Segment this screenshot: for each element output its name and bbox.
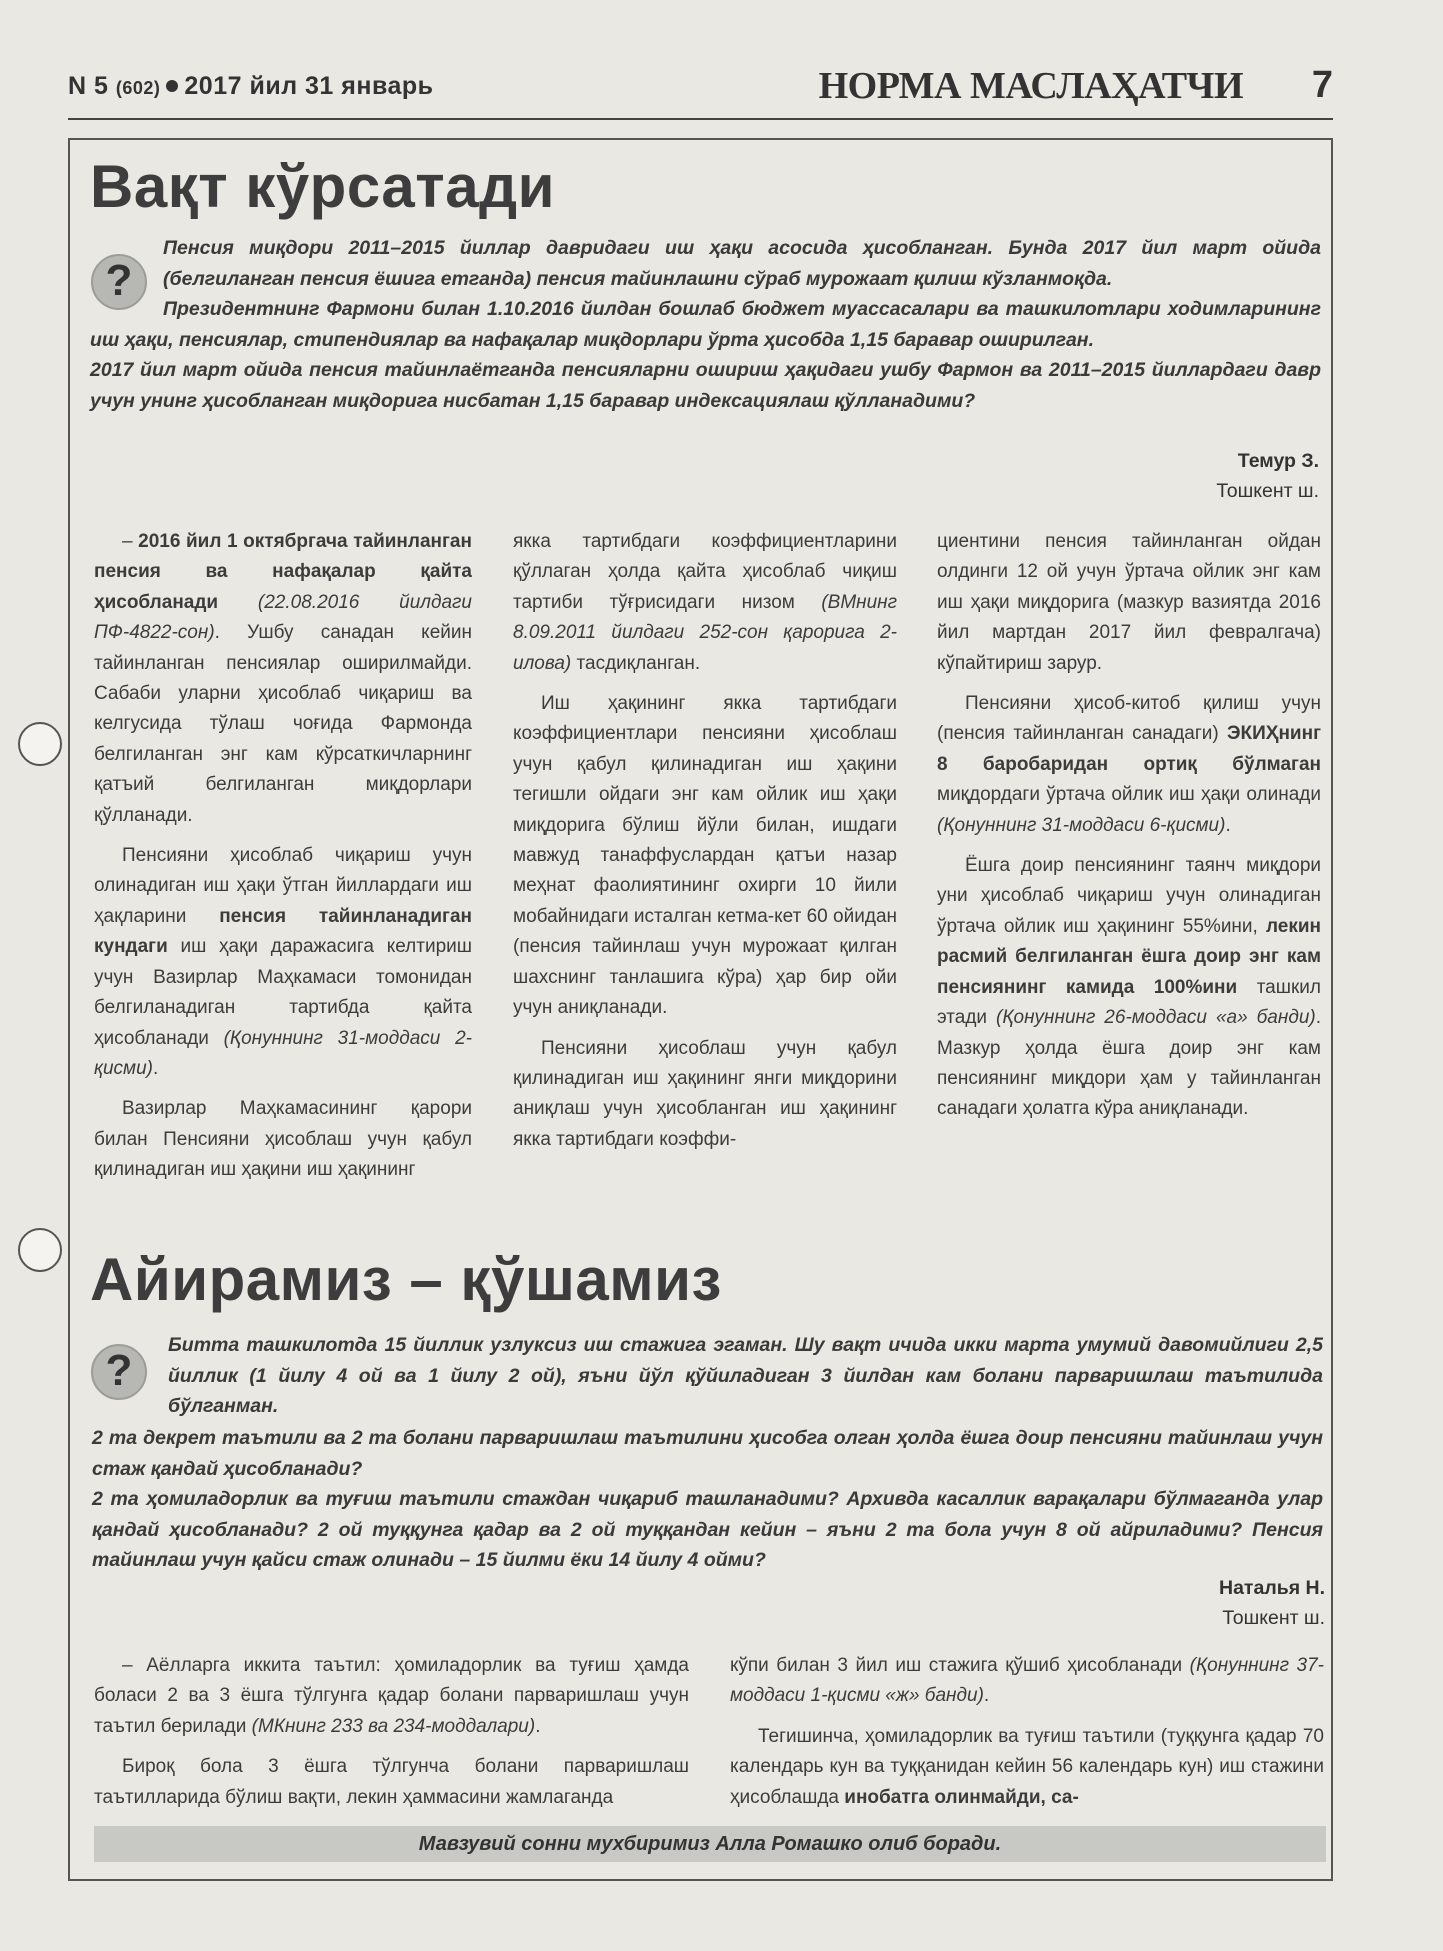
article1-title: Вақт кўрсатади [90,153,556,220]
a1c3-p2: Пенсияни ҳисоб-китоб қилиш учун (пенсия тайинланган санадаги) ЭКИҲнинг 8 баробаридан ортиқ бўлмаган миқдордаги ўртача ойлик иш ҳақи олинади (Қонуннинг 31-моддаси 6-қисми). [937,693,1321,836]
article1-column-1 [94,527,472,1196]
article1-question-p3: 2017 йил март ойида пенсия тайинлаётганда пенсияларни ошириш ҳақидаги ушбу Фармон ва 2011–2015 йиллардаги давр учун унинг ҳисобланган миқдорига нисбатан 1,15 баравар индексациялаш қўлланадими? [90,359,1321,412]
binder-hole-bottom [18,1228,62,1272]
article2-question-body [92,1423,1323,1576]
question-icon: ? [91,254,147,310]
issue-info [68,72,434,101]
bullet-icon [166,80,178,92]
a2c2-p1: кўпи билан 3 йил иш стажига қўшиб ҳисобланади (Қонуннинг 37-моддаси 1-қисми «ж» банди). [730,1655,1324,1707]
newspaper-name: НОРМА МАСЛАҲАТЧИ [818,65,1243,107]
article1-column-2 [513,527,897,1165]
a1c1-p2: Пенсияни ҳисоблаб чиқариш учун олинадиган иш ҳақи ўтган йиллардаги иш ҳақларини пенсия тайинланадиган кундаги иш ҳақи даражасига келтириш учун Вазирлар Маҳкамаси томонидан белгиланадиган тартибда қайта ҳисобланади (Қонуннинг 31-моддаси 2-қисми). [94,845,472,1079]
a1c1-p1: – 2016 йил 1 октябргача тайинланган пенсия ва нафақалар қайта ҳисобланади (22.08.2016 йилдаги ПФ-4822-сон). Ушбу санадан кейин тайинланган пенсиялар оширилмайди. Сабаби уларни ҳисоблаб чиқариш ва келгусида тўлаш чоғида Фармонда белгиланган энг кам кўрсаткичларнинг қатъий белгиланган миқдорлари қўлланади. [94,531,472,826]
article2-question-p2: 2 та декрет таътили ва 2 та болани парваришлаш таътилини ҳисобга олган ҳолда ёшга доир пенсияни тайинлаш учун стаж қандай ҳисобланади? [92,1427,1323,1480]
issue-prefix: N 5 [68,72,109,100]
issue-date: 2017 йил 31 январь [184,72,434,100]
article1-question-p2: Президентнинг Фармони билан 1.10.2016 йилдан бошлаб бюджет муассасалари ва ташкилотлари ходимларининг иш ҳақи, пенсиялар, стипендиялар ва нафақалар миқдорлари ўртa ҳисобда 1,15 баравар оширилган. [90,298,1321,351]
a1c2-p2: Иш ҳақининг якка тартибдаги коэффициентлари пенсияни ҳисоблаш учун қабул қилинадиган иш ҳақини тегишли ойдаги энг кам ойлик иш ҳақи миқдорига бўлиш йўли билан, ишдаги мавжуд танаффуслардан қатъи назар меҳнат фаолиятининг охирги 10 йили мобайнидаги исталган кетма-кет 60 ойидан (пенсия тайинлаш учун мурожаат қилган шахснинг танлашига кўра) ҳар бир ойи учун аниқланади. [513,693,897,1019]
page-number: 7 [1311,64,1333,106]
a1c2-p3: Пенсияни ҳисоблаш учун қабул қилинадиган иш ҳақининг янги миқдорини аниқлаш учун ҳисобланган иш ҳақининг якка тартибдаги коэффи- [513,1037,897,1150]
a1c3-p3: Ёшга доир пенсиянинг таянч миқдори уни ҳисоблаб чиқариш учун олинадиган ўртача ойлик иш ҳақининг 55%ини, лекин расмий белгиланган ёшга доир энг кам пенсиянинг камида 100%ини ташкил этади (Қонуннинг 26-моддаси «а» банди). Мазкур ҳолда ёшга доир энг кам пенсиянинг миқдори ҳам у тайинланган санадаги ҳолатга кўра аниқланади. [937,855,1322,1120]
article1-city: Тошкент ш. [1216,480,1319,502]
article1-question-body [90,294,1321,416]
article2-question-lead [168,1330,1323,1422]
question-icon: ? [91,1344,147,1400]
a2c1-p2: Бироқ бола 3 ёшга тўлгунча болани парваришлаш таътилларида бўлиш вақти, лекин ҳаммасини жамлаганда [94,1756,689,1808]
article2-signature [925,1573,1325,1633]
footer-note: Мавзувий сонни мухбиримиз Алла Ромашко олиб боради. [94,1826,1326,1862]
a1c2-p1: якка тартибдаги коэффициентларини қўллаган ҳолда қайта ҳисоблаб чиқиш тартиби тўғрисидаги низом (ВМнинг 8.09.2011 йилдаги 252-сон қарорига 2-илова) тасдиқланган. [513,531,897,674]
article1-author: Темур З. [1237,450,1319,472]
page-header [68,62,1333,120]
article1-column-3 [937,527,1321,1135]
article2-title: Айирамиз – қўшамиз [90,1246,722,1313]
article2-author: Наталья Н. [1219,1577,1325,1599]
article1-question-p1: Пенсия миқдори 2011–2015 йиллар давридаги иш ҳақи асосида ҳисобланган. Бунда 2017 йил март ойида (белгиланган пенсия ёшига етганда) пенсия тайинлашни сўраб мурожаат қилиш кўзланмоқда. [163,237,1321,290]
a2c2-p2: Тегишинча, ҳомиладорлик ва туғиш таътили (туққунга қадар 70 календарь кун ва туққанидан кейин 56 календарь кун) иш стажини ҳисоблашда инобатга олинмайди, са- [730,1725,1324,1808]
binder-hole-top [18,722,62,766]
article1-question-lead [163,233,1321,294]
article2-question-p3: 2 та ҳомиладорлик ва туғиш таътили стаждан чиқариб ташланадими? Архивда касаллик варақалари бўлмаганда улар қандай ҳисобланади? 2 ой туққунга қадар ва 2 ой туққандан кейин – яъни 2 та бола учун 8 ой айриладими? Пенсия тайинлаш учун қайси стаж олинади – 15 йилми ёки 14 йилу 4 ойми? [92,1488,1323,1571]
article2-question-p1: Битта ташкилотда 15 йиллик узлуксиз иш стажига эгаман. Шу вақт ичида икки марта умумий давомийлиги 2,5 йиллик (1 йилу 4 ой ва 1 йилу 2 ой), яъни йўл қўйиладиган 3 йилдан кам болани парваришлаш таътилида бўлганман. [168,1334,1323,1417]
article1-signature [919,446,1319,506]
a1c1-p3: Вазирлар Маҳкамасининг қарори билан Пенсияни ҳисоблаш учун қабул қилинадиган иш ҳақини иш ҳақининг [94,1098,472,1181]
article2-city: Тошкент ш. [1222,1607,1325,1629]
article2-column-1 [94,1651,689,1823]
a1c3-p1: циентини пенсия тайинланган ойдан олдинги 12 ой учун ўртача ойлик энг кам иш ҳақи миқдорига (мазкур вазиятда 2016 йил мартдан 2017 йил февралгача) кўпайтириш зарур. [937,531,1321,674]
a2c1-p1: – Аёлларга иккита таътил: ҳомиладорлик ва туғиш ҳамда боласи 2 ва 3 ёшга тўлгунга қадар болани парваришлаш учун таътил берилади (МКнинг 233 ва 234-моддалари). [94,1655,689,1737]
article2-column-2 [730,1651,1324,1823]
issue-number: (602) [115,78,161,98]
